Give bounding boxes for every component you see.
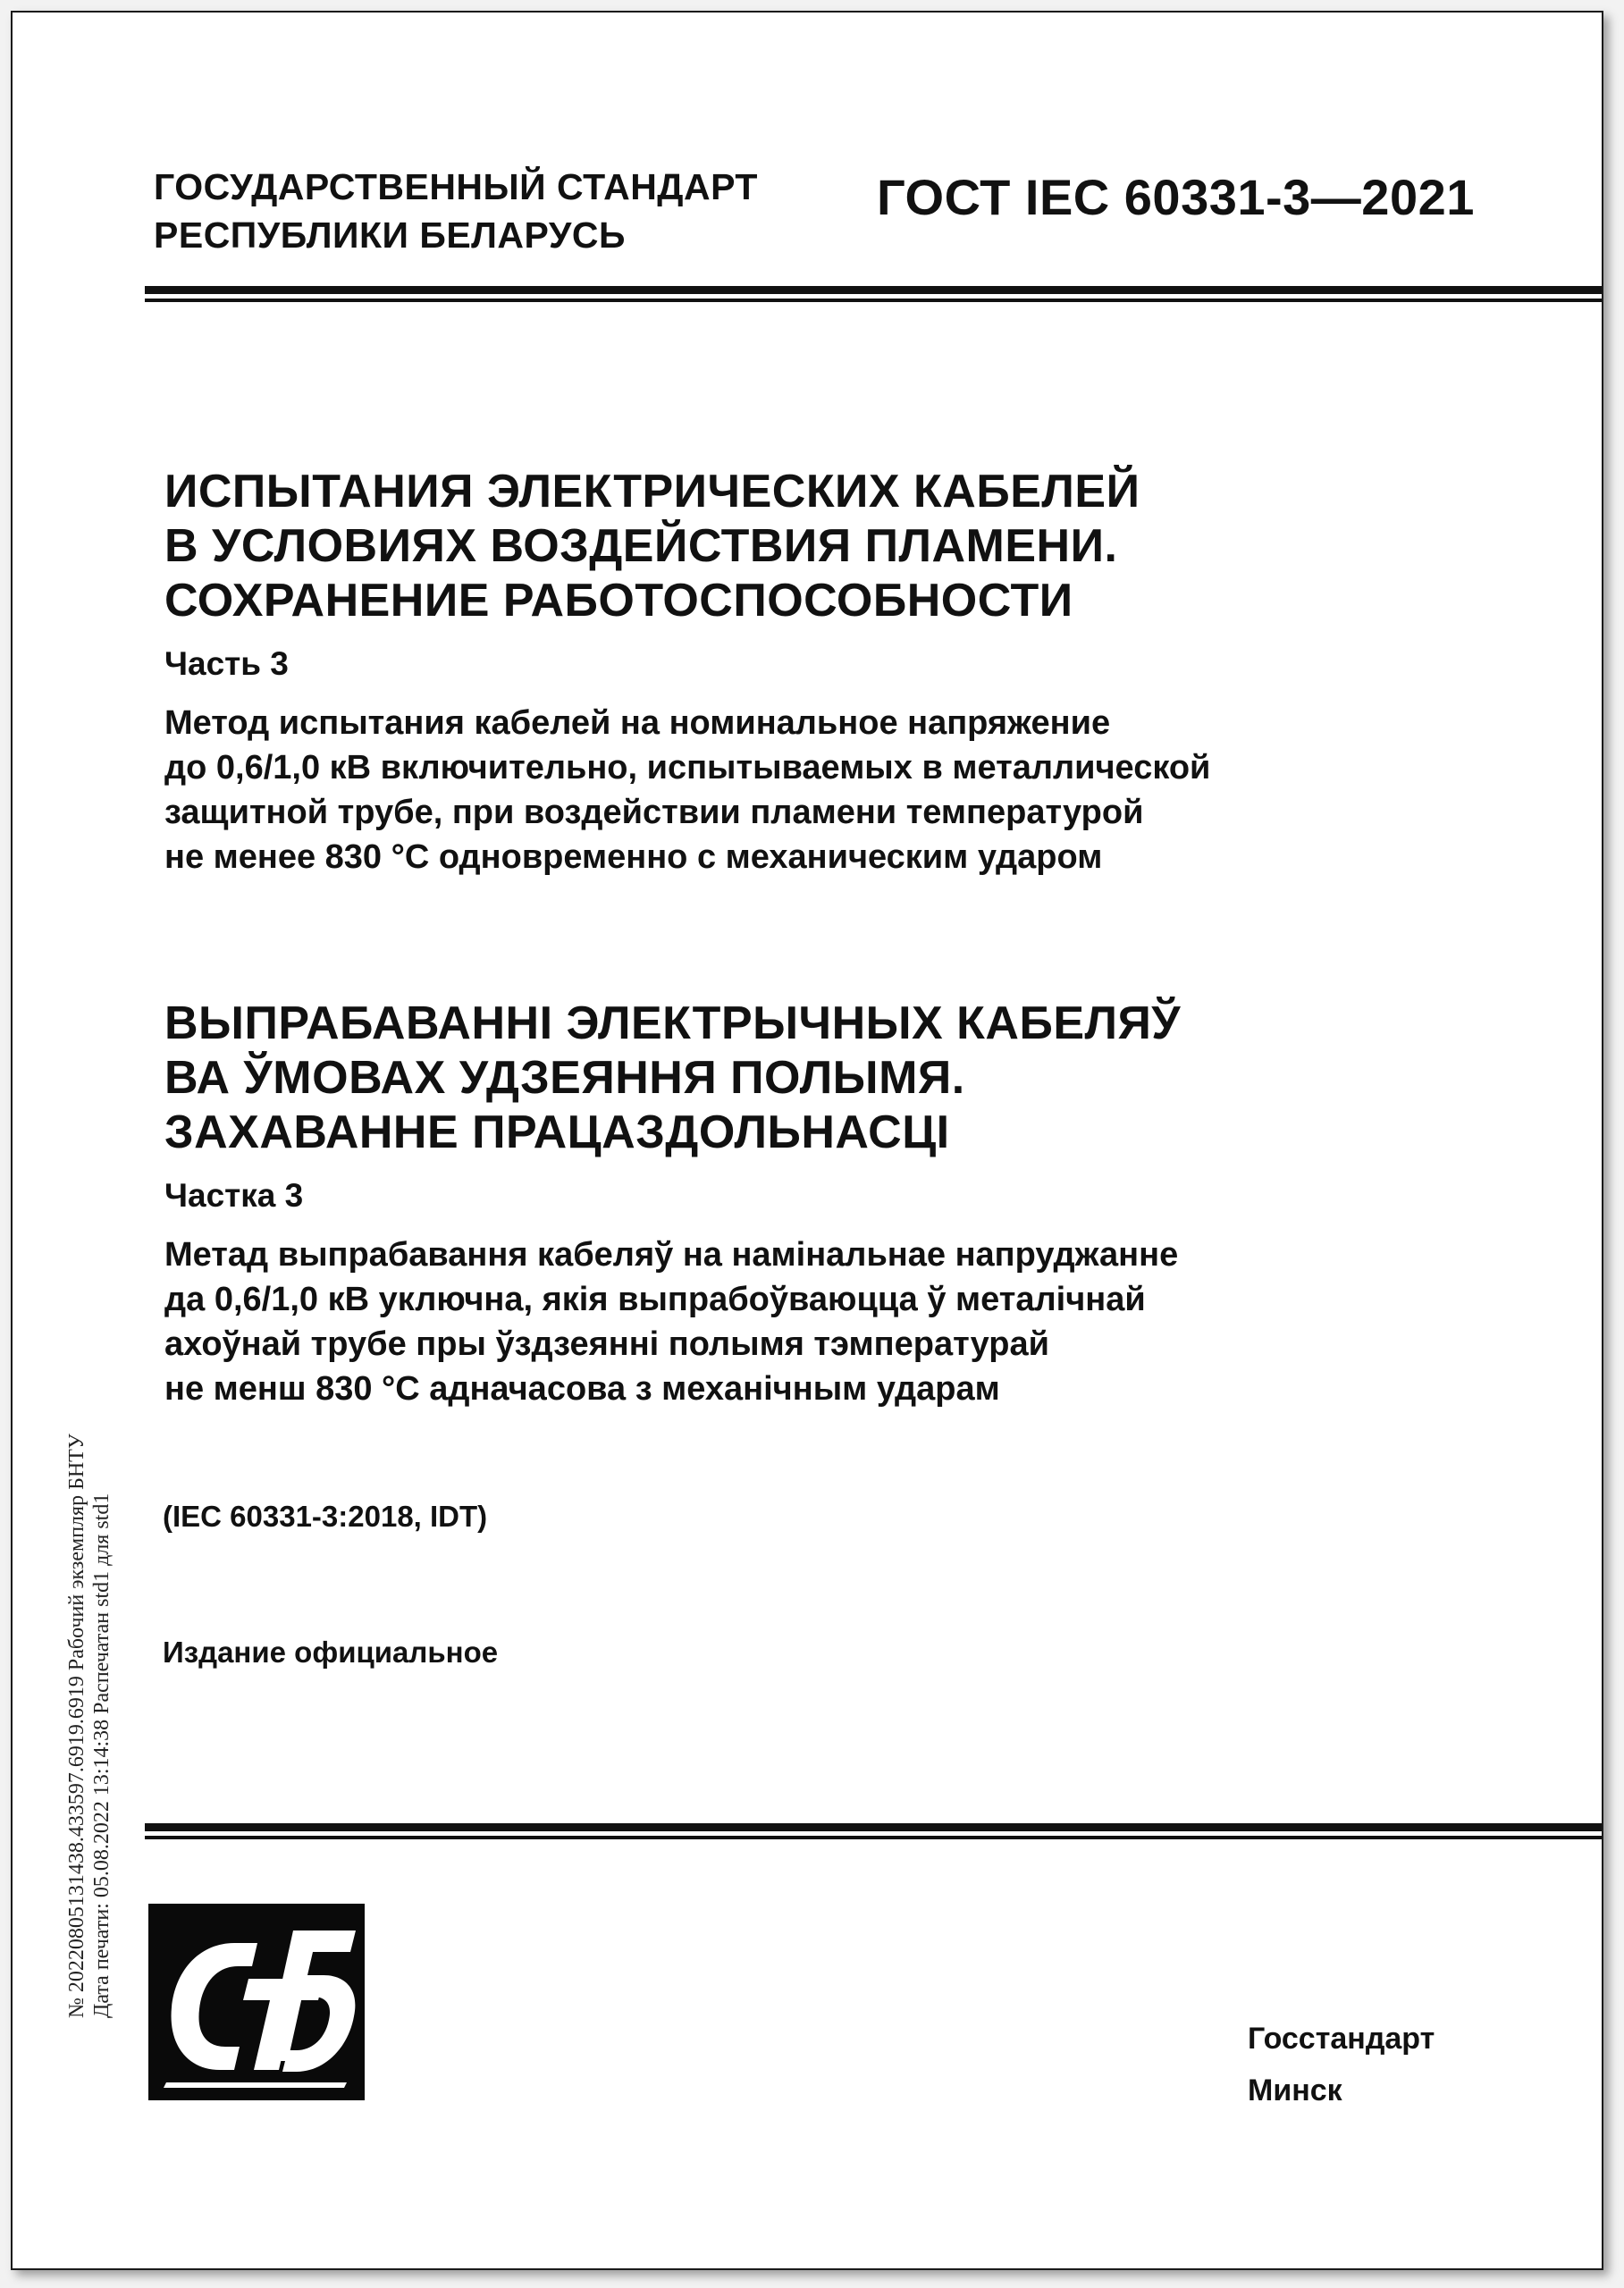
iec-reference: (IEC 60331-3:2018, IDT) <box>163 1500 488 1533</box>
edition-label: Издание официальное <box>163 1636 499 1669</box>
russian-title-line: ИСПЫТАНИЯ ЭЛЕКТРИЧЕСКИХ КАБЕЛЕЙ <box>164 466 1140 517</box>
belarusian-title-line: ВА ЎМОВАХ УДЗЕЯННЯ ПОЛЫМЯ. <box>164 1052 965 1104</box>
publisher-city: Минск <box>1248 2074 1342 2107</box>
stb-logo-icon <box>148 1904 365 2100</box>
footer-rule <box>145 1823 1602 1843</box>
belarusian-title-line: ЗАХАВАННЕ ПРАЦАЗДОЛЬНАСЦІ <box>164 1106 950 1158</box>
russian-subtitle-line: Метод испытания кабелей на номинальное напряжение <box>164 704 1111 742</box>
print-stamp-line-2: Дата печати: 05.08.2022 13:14:38 Распечатан std1 для std1 <box>90 1493 114 2018</box>
header-rule <box>145 286 1602 306</box>
authority-line-2: РЕСПУБЛИКИ БЕЛАРУСЬ <box>154 214 626 256</box>
authority-line-1: ГОСУДАРСТВЕННЫЙ СТАНДАРТ <box>154 166 758 207</box>
belarusian-subtitle-line: Метад выпрабавання кабеляў на намінальнае напруджанне <box>164 1236 1179 1274</box>
russian-subtitle-line: до 0,6/1,0 кВ включительно, испытываемых в металлической <box>164 749 1211 786</box>
issuing-authority <box>154 163 758 259</box>
russian-subtitle <box>164 701 1210 879</box>
belarusian-subtitle-line: да 0,6/1,0 кВ уключна, якія выпрабоўваюцца ў металічнай <box>164 1281 1146 1318</box>
belarusian-title-line: ВЫПРАБАВАННІ ЭЛЕКТРЫЧНЫХ КАБЕЛЯЎ <box>164 997 1182 1049</box>
belarusian-title <box>164 997 1181 1160</box>
document-page <box>11 11 1603 2270</box>
russian-title-line: СОХРАНЕНИЕ РАБОТОСПОСОБНОСТИ <box>164 575 1073 627</box>
print-stamp-line-1: № 20220805131438.433597.6919.6919 Рабочий экземпляр БНТУ <box>65 1434 88 2018</box>
russian-title-line: В УСЛОВИЯХ ВОЗДЕЙСТВИЯ ПЛАМЕНИ. <box>164 520 1118 572</box>
russian-subtitle-line: защитной трубе, при воздействии пламени температурой <box>164 794 1144 831</box>
print-stamp <box>64 1434 114 2018</box>
belarusian-part-number: Частка 3 <box>164 1177 304 1214</box>
russian-title <box>164 465 1140 628</box>
standard-designation: ГОСТ IEC 60331-3—2021 <box>877 169 1475 225</box>
russian-subtitle-line: не менее 830 °С одновременно с механическим ударом <box>164 838 1103 876</box>
russian-part-number: Часть 3 <box>164 645 289 682</box>
belarusian-subtitle-line: не менш 830 °С адначасова з механічным ударам <box>164 1370 1000 1408</box>
belarusian-subtitle <box>164 1232 1178 1411</box>
publisher-name: Госстандарт <box>1248 2022 1435 2056</box>
belarusian-subtitle-line: ахоўнай трубе пры ўздзеянні полымя тэмпературай <box>164 1325 1049 1363</box>
